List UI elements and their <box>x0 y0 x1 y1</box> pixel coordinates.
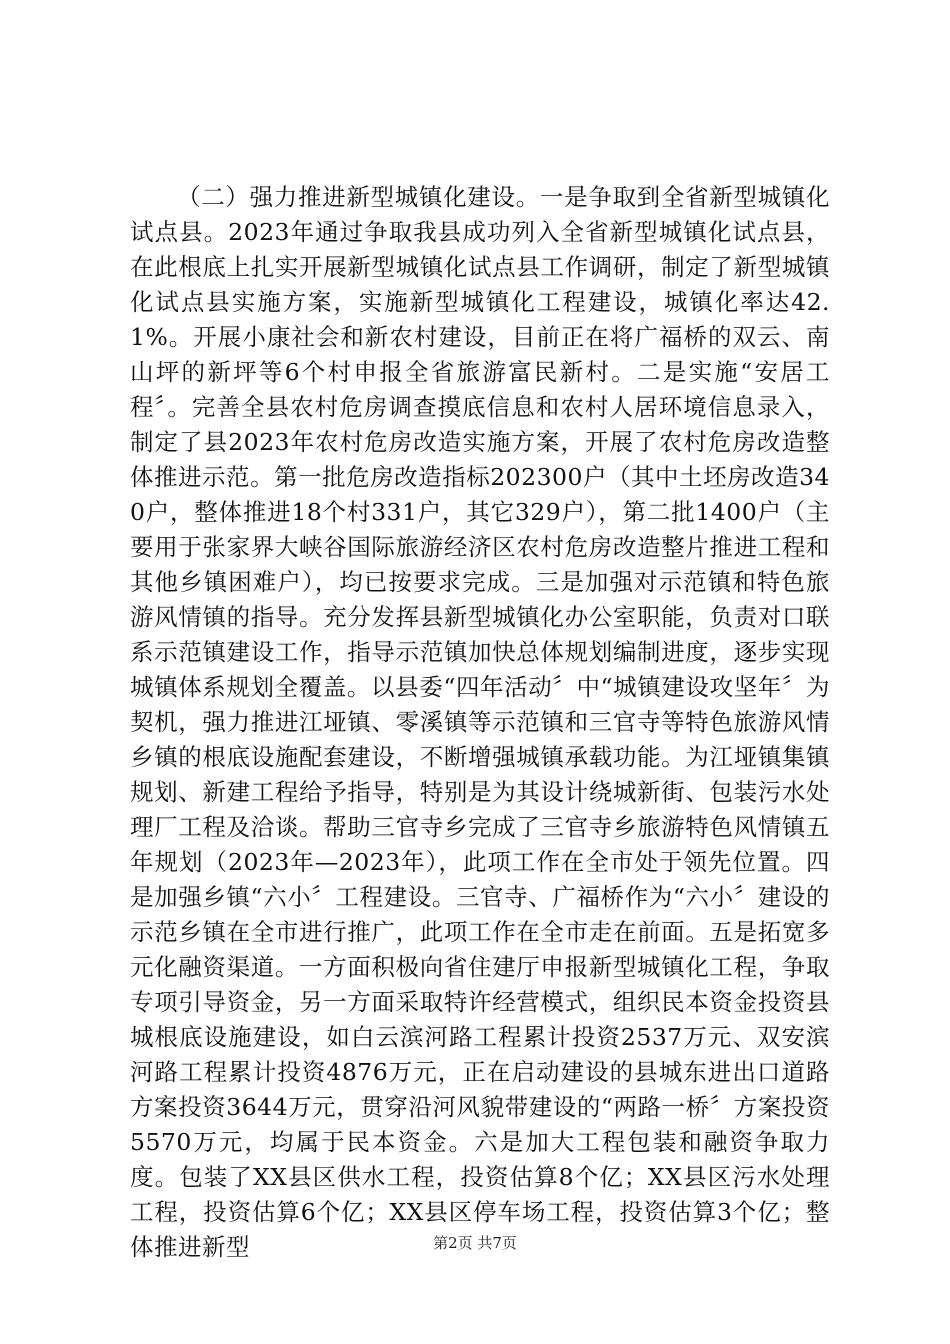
page-footer: 第2页 共7页 <box>433 1234 517 1252</box>
body-paragraph: （二）强力推进新型城镇化建设。一是争取到全省新型城镇化试点县。2023年通过争取我县成功列入全省新型城镇化试点县，在此根底上扎实开展新型城镇化试点县工作调研，制定了新型城镇化试点县实施方案，实施新型城镇化工程建设，城镇化率达42.1%。开展小康社会和新农村建设，目前正在将广福桥的双云、南山坪的新坪等6个村申报全省旅游富民新村。二是实施“安居工程〞。完善全县农村危房调查摸底信息和农村人居环境信息录入，制定了县2023年农村危房改造实施方案，开展了农村危房改造整体推进示范。第一批危房改造指标202300户（其中土坯房改造340户，整体推进18个村331户，其它329户），第二批1400户（主要用于张家界大峡谷国际旅游经济区农村危房改造整片推进工程和其他乡镇困难户），均已按要求完成。三是加强对示范镇和特色旅游风情镇的指导。充分发挥县新型城镇化办公室职能，负责对口联系示范镇建设工作，指导示范镇加快总体规划编制进度，逐步实现城镇体系规划全覆盖。以县委“四年活动〞中“城镇建设攻坚年〞为契机，强力推进江垭镇、零溪镇等示范镇和三官寺等特色旅游风情乡镇的根底设施配套建设，不断增强城镇承载功能。为江垭镇集镇规划、新建工程给予指导，特别是为其设计绕城新街、包装污水处理厂工程及洽谈。帮助三官寺乡完成了三官寺乡旅游特色风情镇五年规划（2023年—2023年），此项工作在全市处于领先位置。四是加强乡镇“六小〞工程建设。三官寺、广福桥作为“六小〞建设的示范乡镇在全市进行推广，此项工作在全市走在前面。五是拓宽多元化融资渠道。一方面积极向省住建厅申报新型城镇化工程，争取专项引导资金，另一方面采取特许经营模式，组织民本资金投资县城根底设施建设，如白云滨河路工程累计投资2537万元、双安滨河路工程累计投资4876万元，正在启动建设的县城东进出口道路方案投资3644万元，贯穿沿河风貌带建设的“两路一桥〞方案投资5570万元，均属于民本资金。六是加大工程包装和融资争取力度。包装了XX县区供水工程，投资估算8个亿；XX县区污水处理工程，投资估算6个亿；XX县区停车场工程，投资估算3个亿；整体推进新型 <box>130 183 830 1261</box>
